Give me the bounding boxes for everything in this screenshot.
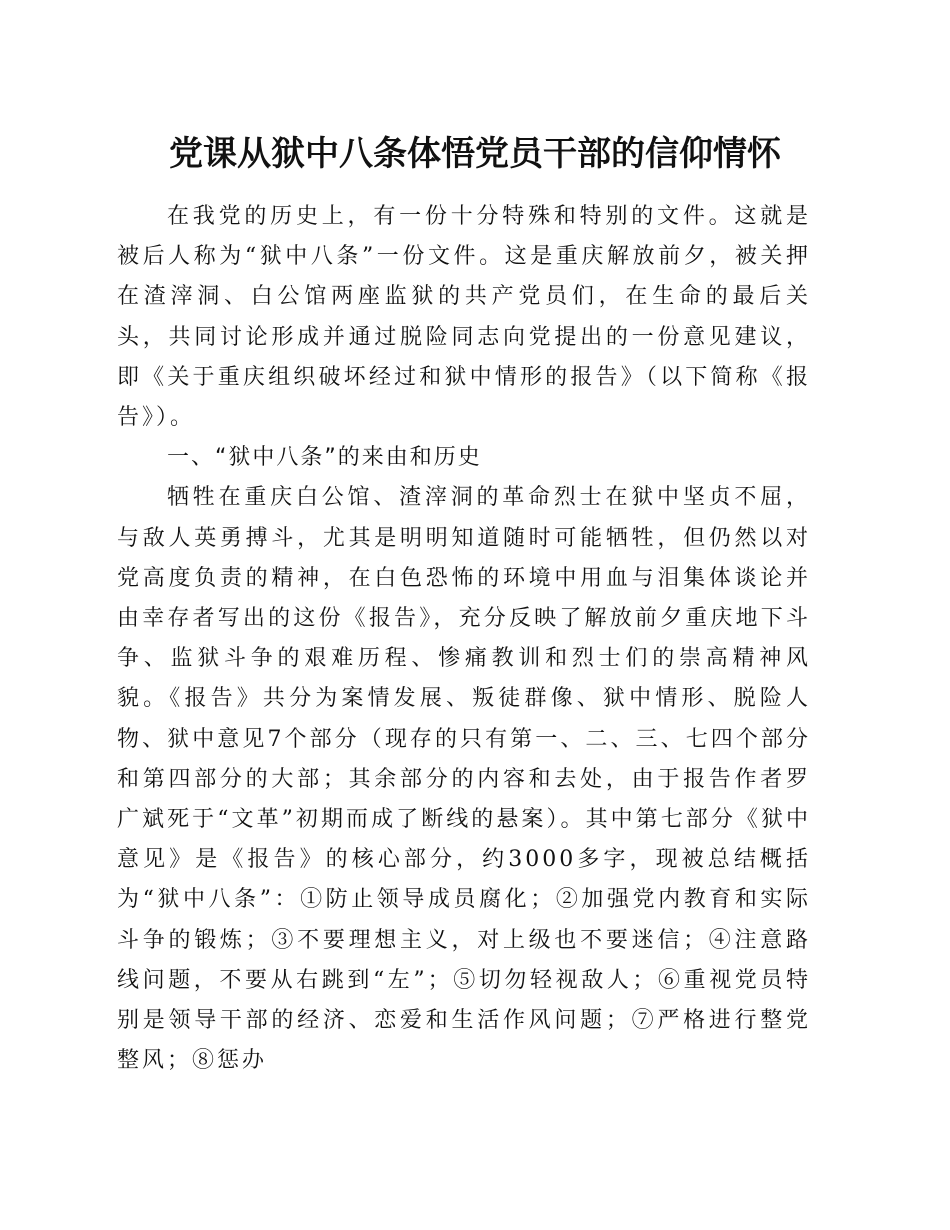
document-title: 党课从狱中八条体悟党员干部的信仰情怀 [169,134,781,174]
document-body [117,197,811,1081]
paragraph-intro: 在我党的历史上，有一份十分特殊和特别的文件。这就是被后人称为“狱中八条”一份文件。这是重庆解放前夕，被关押在渣滓洞、白公馆两座监狱的共产党员们，在生命的最后关头，共同讨论形成并通过脱险同志向党提出的一份意见建议，即《关于重庆组织破坏经过和狱中情形的报告》（以下简称《报告》）。 [117,204,811,431]
paragraph-history: 牺牲在重庆白公馆、渣滓洞的革命烈士在狱中坚贞不屈，与敌人英勇搏斗，尤其是明明知道随时可能牺牲，但仍然以对党高度负责的精神，在白色恐怖的环境中用血与泪集体谈论并由幸存者写出的这份《报告》，充分反映了解放前夕重庆地下斗争、监狱斗争的艰难历程、惨痛教训和烈士们的崇高精神风貌。《报告》共分为案情发展、叛徒群像、狱中情形、脱险人物、狱中意见7个部分（现存的只有第一、二、三、七四个部分和第四部分的大部；其余部分的内容和去处，由于报告作者罗广斌死于“文革”初期而成了断线的悬案）。其中第七部分《狱中意见》是《报告》的核心部分，约3000多字，现被总结概括为“狱中八条”：①防止领导成员腐化；②加强党内教育和实际斗争的锻炼；③不要理想主义，对上级也不要迷信；④注意路线问题，不要从右跳到“左”；⑤切勿轻视敌人；⑥重视党员特别是领导干部的经济、恋爱和生活作风问题；⑦严格进行整党整风；⑧惩办 [117,485,811,1074]
section-heading: 一、“狱中八条”的来由和历史 [167,445,482,471]
